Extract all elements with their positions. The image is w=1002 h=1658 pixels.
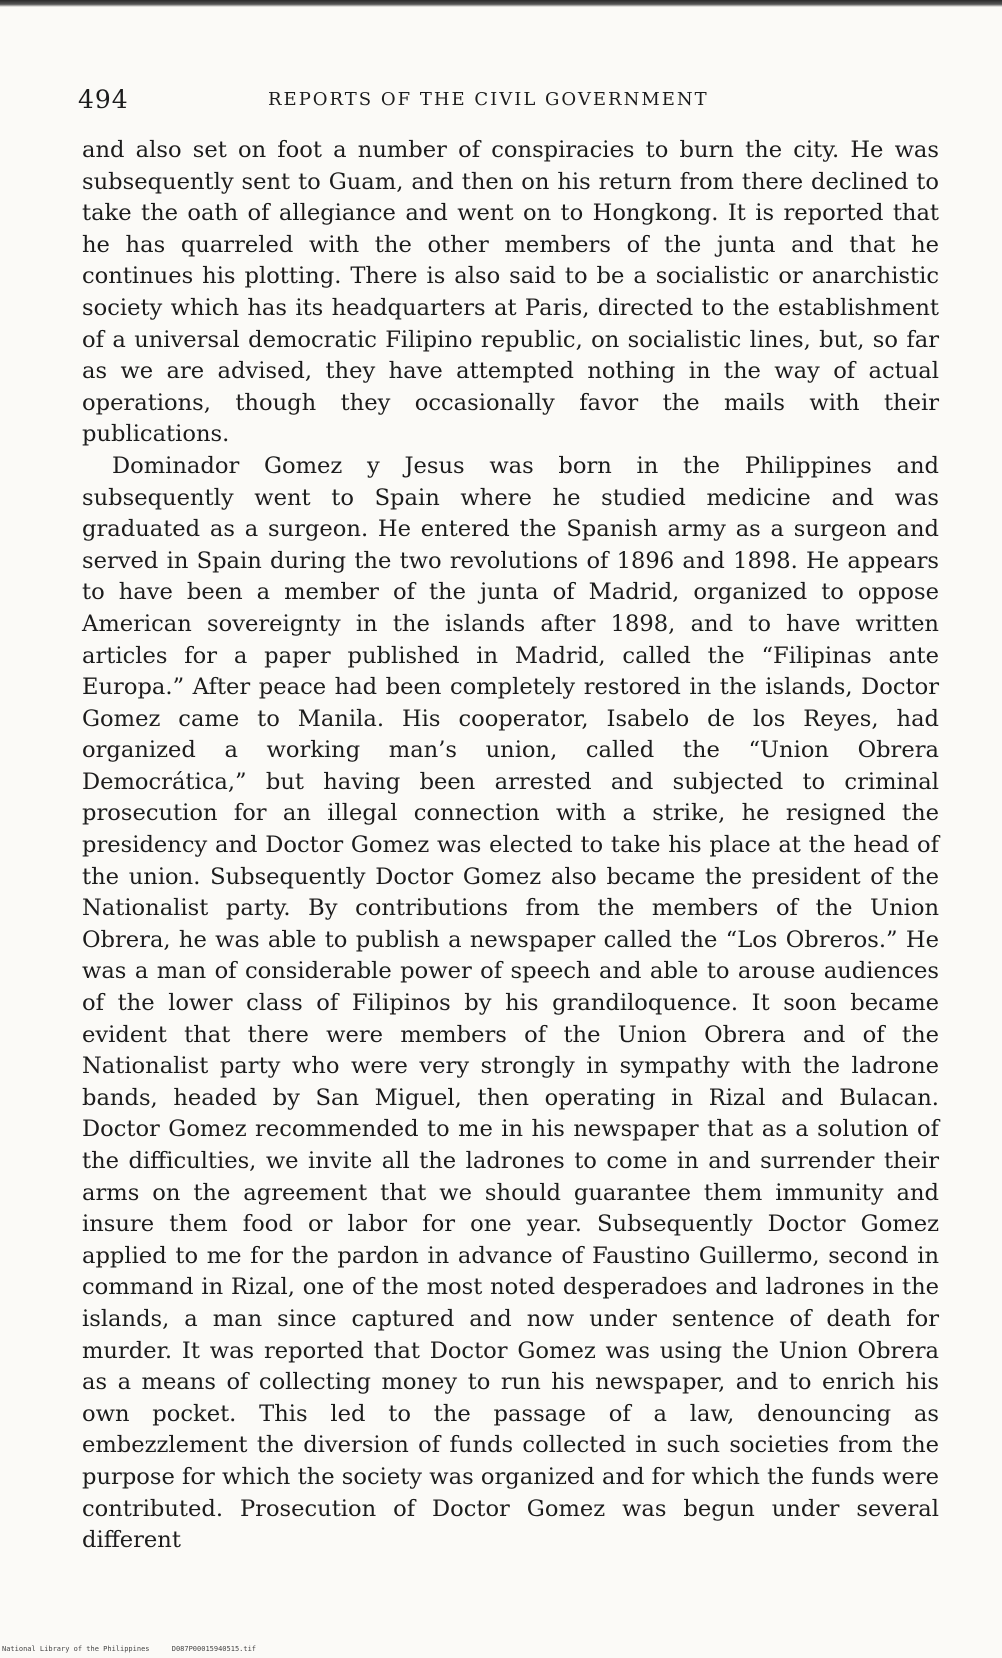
body-text xyxy=(82,135,939,1557)
paragraph-continuation: and also set on foot a number of conspiracies to burn the city. He was subsequently sent to Guam, and then on his return from there declined to take the oath of allegiance and went on to Hongkong. It is reported that he has quarreled with the other members of the junta and that he continues his plotting. There is also said to be a socialistic or anarchistic society which has its headquarters at Paris, directed to the establishment of a universal democratic Filipino republic, on socialistic lines, but, so far as we are advised, they have attempted nothing in the way of actual operations, though they occasionally favor the mails with their publications. xyxy=(82,137,939,448)
paragraph-dominador-gomez: Dominador Gomez y Jesus was born in the Philippines and subsequently went to Spain where he studied medicine and was graduated as a surgeon. He entered the Spanish army as a surgeon and served in Spain during the two revolutions of 1896 and 1898. He appears to have been a member of the junta of Madrid, organized to oppose American sovereignty in the islands after 1898, and to have written articles for a paper published in Madrid, called the “Filipinas ante Europa.” After peace had been completely restored in the islands, Doctor Gomez came to Manila. His cooperator, Isabelo de los Reyes, had organized a working man’s union, called the “Union Obrera Democrática,” but having been arrested and subjected to criminal prosecution for an illegal connection with a strike, he resigned the presidency and Doctor Gomez was elected to take his place at the head of the union. Subsequently Doctor Gomez also became the president of the Nationalist party. By contributions from the members of the Union Obrera, he was able to publish a newspaper called the “Los Obreros.” He was a man of considerable power of speech and able to arouse audiences of the lower class of Filipinos by his grandiloquence. It soon became evident that there were members of the Union Obrera and of the Nationalist party who were very strongly in sympathy with the ladrone bands, headed by San Miguel, then operating in Rizal and Bulacan. Doctor Gomez recommended to me in his newspaper that as a solution of the difficulties, we invite all the ladrones to come in and surrender their arms on the agreement that we should guarantee them immunity and insure them food or labor for one year. Subsequently Doctor Gomez applied to me for the pardon in advance of Faustino Guillermo, second in command in Rizal, one of the most noted desperadoes and ladrones in the islands, a man since captured and now under sentence of death for murder. It was reported that Doctor Gomez was using the Union Obrera as a means of collecting money to run his newspaper, and to enrich his own pocket. This led to the passage of a law, denouncing as embezzlement the diversion of funds collected in such societies from the purpose for which the society was organized and for which the funds were contributed. Prosecution of Doctor Gomez was begun under several different xyxy=(82,452,939,1554)
running-head: REPORTS OF THE CIVIL GOVERNMENT xyxy=(268,89,709,110)
footer-file-id: D087P00015940515.tif xyxy=(171,1645,257,1653)
page-header xyxy=(78,85,940,115)
page-number: 494 xyxy=(78,85,129,114)
scan-top-edge xyxy=(0,0,1002,7)
scan-footer xyxy=(2,1645,274,1653)
footer-library: National Library of the Philippines xyxy=(2,1645,150,1653)
